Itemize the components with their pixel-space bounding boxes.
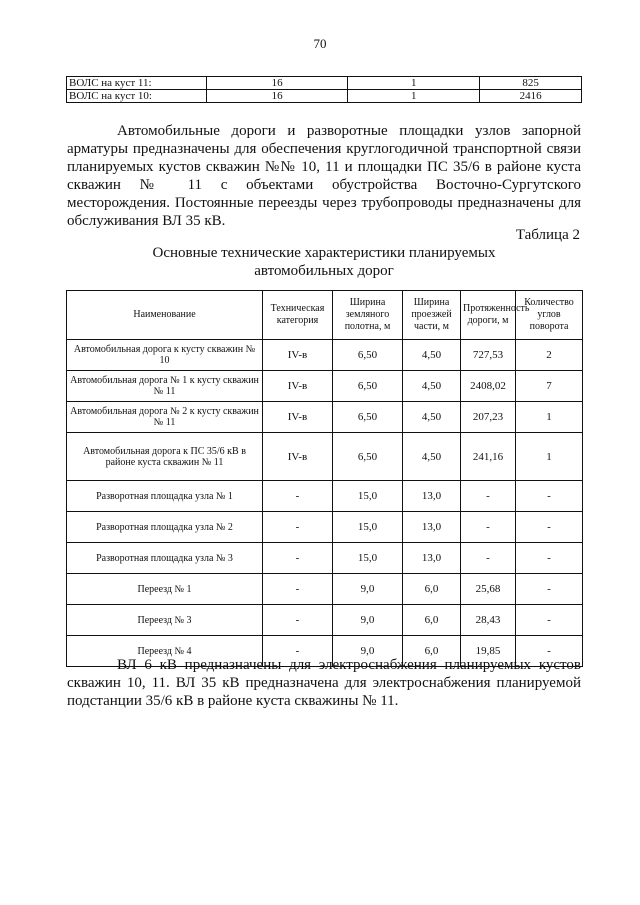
column-header: Техническая категория — [263, 291, 333, 340]
table-cell: 6,50 — [333, 371, 403, 402]
table-cell: Автомобильная дорога № 2 к кусту скважин № 11 — [67, 402, 263, 433]
paragraph-roads: Автомобильные дороги и разворотные площадки узлов запорной арматуры предназначены для обеспечения круглогодичной транспортной связи планируемых кустов скважин №№ 10, 11 и площадки ПС 35/6 в районе куста скважин № 11 с объектами обустройства Восточно-Сургутского месторождения. Постоянные переезды через трубопроводы предназначены для обслуживания ВЛ 35 кВ. — [67, 123, 581, 229]
table-cell: 15,0 — [333, 512, 403, 543]
table-cell: 7 — [516, 371, 583, 402]
table-cell: 4,50 — [403, 433, 461, 481]
table-cell: 19,85 — [461, 636, 516, 667]
table-row — [67, 481, 583, 512]
column-header: Наименование — [67, 291, 263, 340]
table-caption-line: Основные технические характеристики планируемых — [152, 245, 496, 261]
table-caption — [66, 244, 582, 280]
table-cell: IV-в — [263, 340, 333, 371]
table-number: Таблица 2 — [515, 227, 580, 243]
table-row — [67, 433, 583, 481]
table-cell: 15,0 — [333, 543, 403, 574]
table-row — [67, 77, 582, 90]
table-cell: - — [461, 512, 516, 543]
table-cell: - — [516, 636, 583, 667]
table-cell: 2 — [516, 340, 583, 371]
table-row — [67, 512, 583, 543]
table-cell: 1 — [348, 90, 480, 103]
table-cell: 727,53 — [461, 340, 516, 371]
table-cell: 4,50 — [403, 402, 461, 433]
table-cell: 6,50 — [333, 433, 403, 481]
table-cell: Разворотная площадка узла № 2 — [67, 512, 263, 543]
table-cell: 13,0 — [403, 543, 461, 574]
table-cell: 9,0 — [333, 636, 403, 667]
page-number: 70 — [313, 36, 327, 51]
table-row — [67, 90, 582, 103]
table-row — [67, 543, 583, 574]
table-row — [67, 402, 583, 433]
table-cell: IV-в — [263, 371, 333, 402]
table-cell: 16 — [206, 77, 348, 90]
table-cell: Переезд № 3 — [67, 605, 263, 636]
table-cell: - — [263, 574, 333, 605]
table-cell: Автомобильная дорога к кусту скважин № 10 — [67, 340, 263, 371]
table-header-row — [67, 291, 583, 340]
paragraph-power-lines: ВЛ 6 кВ предназначены для электроснабжения планируемых кустов скважин 10, 11. ВЛ 35 кВ предназначена для электроснабжения планируемой подстанции 35/6 кВ в районе куста скважины № 11. — [67, 657, 581, 709]
table-cell: 825 — [480, 77, 582, 90]
table-cell: ВОЛС на куст 10: — [67, 90, 207, 103]
table-cell: - — [516, 574, 583, 605]
table-row — [67, 371, 583, 402]
table-cell: 2416 — [480, 90, 582, 103]
table-cell: - — [461, 543, 516, 574]
column-header: Количество углов поворота — [516, 291, 583, 340]
column-header: Ширина проезжей части, м — [403, 291, 461, 340]
table-cell: 6,0 — [403, 574, 461, 605]
table-cell: Автомобильная дорога № 1 к кусту скважин № 11 — [67, 371, 263, 402]
table-cell: Переезд № 1 — [67, 574, 263, 605]
table-cell: 9,0 — [333, 605, 403, 636]
table-cell: 6,0 — [403, 636, 461, 667]
table-cell: 1 — [516, 433, 583, 481]
table-cell: 6,50 — [333, 340, 403, 371]
column-header: Протяженность дороги, м — [461, 291, 516, 340]
table-cell: IV-в — [263, 433, 333, 481]
table-cell: Разворотная площадка узла № 3 — [67, 543, 263, 574]
table-cell: 13,0 — [403, 481, 461, 512]
table-cell: 2408,02 — [461, 371, 516, 402]
table-cell: 25,68 — [461, 574, 516, 605]
table-cell: - — [263, 481, 333, 512]
table-row — [67, 340, 583, 371]
table-cell: 4,50 — [403, 371, 461, 402]
table-cell: - — [263, 543, 333, 574]
column-header: Ширина земляного полотна, м — [333, 291, 403, 340]
table-cell: Переезд № 4 — [67, 636, 263, 667]
table-row — [67, 574, 583, 605]
table-cell: - — [263, 605, 333, 636]
table-cell: 28,43 — [461, 605, 516, 636]
table-cell: 9,0 — [333, 574, 403, 605]
table-caption-line: автомобильных дорог — [254, 263, 394, 279]
table-cell: - — [263, 636, 333, 667]
table-cell: Автомобильная дорога к ПС 35/6 кВ в районе куста скважин № 11 — [67, 433, 263, 481]
table-cell: IV-в — [263, 402, 333, 433]
table-cell: 207,23 — [461, 402, 516, 433]
table-cell: Разворотная площадка узла № 1 — [67, 481, 263, 512]
table-cell: - — [516, 543, 583, 574]
table-cell: - — [461, 481, 516, 512]
table-cell: 16 — [206, 90, 348, 103]
table-cell: 241,16 — [461, 433, 516, 481]
table-cell: 13,0 — [403, 512, 461, 543]
roads-characteristics-table — [66, 290, 583, 667]
table-cell: - — [516, 605, 583, 636]
table-cell: 1 — [516, 402, 583, 433]
table-cell: - — [516, 512, 583, 543]
table-row — [67, 605, 583, 636]
table-cell: - — [516, 481, 583, 512]
table-cell: 6,50 — [333, 402, 403, 433]
table-cell: 1 — [348, 77, 480, 90]
table-cell: ВОЛС на куст 11: — [67, 77, 207, 90]
table-cell: 4,50 — [403, 340, 461, 371]
table-cell: 15,0 — [333, 481, 403, 512]
table-cell: - — [263, 512, 333, 543]
table-cell: 6,0 — [403, 605, 461, 636]
cable-table — [66, 76, 582, 103]
